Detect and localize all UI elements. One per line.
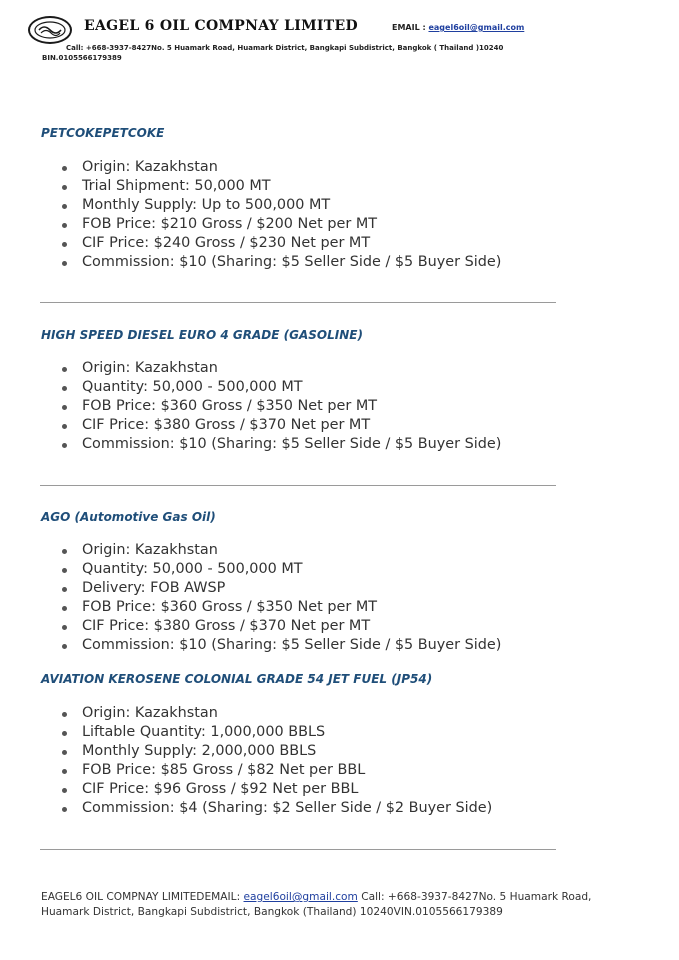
section-title-petcoke: PETCOKEPETCOKE <box>41 126 165 140</box>
list-item: CIF Price: $240 Gross / $230 Net per MT <box>62 234 501 253</box>
list-item: Trial Shipment: 50,000 MT <box>62 177 501 196</box>
page-footer <box>41 890 631 920</box>
jet-fuel-spec-list <box>62 704 492 818</box>
section-divider <box>40 302 556 303</box>
header-email-link[interactable]: eagel6oil@gmail.com <box>428 23 525 32</box>
header-contact: Call: +668-3937-8427No. 5 Huamark Road, Huamark District, Bangkapi Subdistrict, Bangkok ( Thailand )10240 <box>66 44 504 52</box>
list-item: Origin: Kazakhstan <box>62 158 501 177</box>
list-item: Commission: $10 (Sharing: $5 Seller Side / $5 Buyer Side) <box>62 435 501 454</box>
letterhead <box>28 14 668 64</box>
list-item: CIF Price: $380 Gross / $370 Net per MT <box>62 416 501 435</box>
list-item: Commission: $10 (Sharing: $5 Seller Side / $5 Buyer Side) <box>62 253 501 272</box>
list-item: Quantity: 50,000 - 500,000 MT <box>62 560 501 579</box>
footer-company: EAGEL6 OIL COMPNAY LIMITEDEMAIL: <box>41 891 244 903</box>
petcoke-spec-list <box>62 158 501 272</box>
header-email <box>392 23 524 32</box>
section-divider <box>40 485 556 486</box>
list-item: Delivery: FOB AWSP <box>62 579 501 598</box>
list-item: Quantity: 50,000 - 500,000 MT <box>62 378 501 397</box>
list-item: FOB Price: $85 Gross / $82 Net per BBL <box>62 761 492 780</box>
header-bin: BIN.0105566179389 <box>42 54 122 62</box>
list-item: Origin: Kazakhstan <box>62 704 492 723</box>
list-item: FOB Price: $210 Gross / $200 Net per MT <box>62 215 501 234</box>
section-title-jet-fuel: AVIATION KEROSENE COLONIAL GRADE 54 JET FUEL (JP54) <box>41 672 433 686</box>
list-item: CIF Price: $96 Gross / $92 Net per BBL <box>62 780 492 799</box>
company-name: EAGEL 6 OIL COMPNAY LIMITED <box>84 18 358 34</box>
list-item: Monthly Supply: Up to 500,000 MT <box>62 196 501 215</box>
list-item: Origin: Kazakhstan <box>62 541 501 560</box>
list-item: Commission: $4 (Sharing: $2 Seller Side / $2 Buyer Side) <box>62 799 492 818</box>
section-divider <box>40 849 556 850</box>
ago-spec-list <box>62 541 501 655</box>
list-item: CIF Price: $380 Gross / $370 Net per MT <box>62 617 501 636</box>
company-seal-icon <box>28 16 72 44</box>
list-item: Liftable Quantity: 1,000,000 BBLS <box>62 723 492 742</box>
footer-email-link[interactable]: eagel6oil@gmail.com <box>243 891 358 903</box>
list-item: Commission: $10 (Sharing: $5 Seller Side / $5 Buyer Side) <box>62 636 501 655</box>
diesel-spec-list <box>62 359 501 454</box>
section-title-ago: AGO (Automotive Gas Oil) <box>41 510 216 524</box>
list-item: Monthly Supply: 2,000,000 BBLS <box>62 742 492 761</box>
email-label: EMAIL : <box>392 23 426 32</box>
list-item: FOB Price: $360 Gross / $350 Net per MT <box>62 397 501 416</box>
section-title-diesel: HIGH SPEED DIESEL EURO 4 GRADE (GASOLINE) <box>41 328 363 342</box>
footer-contact: Call: +668-3937-8427No. 5 Huamark Road, Huamark District, Bangkapi Subdistrict, Bangkok (Thailand) 10240VIN.0105566179389 <box>41 891 592 918</box>
list-item: FOB Price: $360 Gross / $350 Net per MT <box>62 598 501 617</box>
list-item: Origin: Kazakhstan <box>62 359 501 378</box>
